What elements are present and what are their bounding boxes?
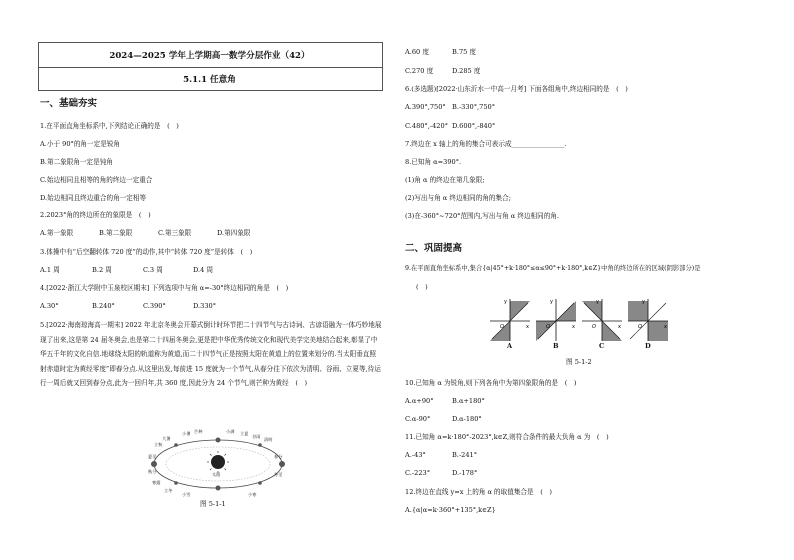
question-12-option-a: A.{α|α=k·360°+135°,k∈Z} — [405, 506, 496, 514]
page-subtitle: 5.1.1 任意角 — [183, 75, 236, 85]
axis-label-origin: O — [638, 324, 642, 330]
question-3-option-a: A.1 周 — [40, 266, 60, 274]
sun-icon — [211, 455, 225, 469]
axis-label-x: x — [526, 324, 529, 330]
axis-label-x: x — [664, 324, 667, 330]
panel-label-a: A — [507, 342, 513, 350]
term-label: 冬至 — [274, 472, 283, 477]
question-8: 8.已知角 α=390°. — [405, 158, 462, 166]
question-3-option-c: C.3 周 — [143, 266, 163, 274]
axis-label-origin: O — [500, 324, 504, 330]
term-label: 立夏 — [240, 431, 249, 436]
question-8-part-2: (2)写出与角 α 终边相同的角的集合; — [405, 194, 511, 202]
question-10-option-d: D.α-180° — [452, 415, 482, 423]
question-3-option-b: B.2 周 — [92, 266, 112, 274]
term-label: 立秋 — [154, 442, 163, 447]
term-label: 小满 — [226, 429, 235, 434]
question-6-option-a: A.390°,750° — [405, 103, 446, 111]
question-9-paren: ( ) — [416, 283, 428, 291]
earth-icon — [258, 481, 262, 485]
question-1: 1.在平面直角坐标系中,下列结论正确的是 ( ) — [40, 122, 179, 130]
question-6-option-b: B.-330°,750° — [452, 103, 496, 111]
earth-icon — [258, 443, 262, 447]
question-2-option-d: D.第四象限 — [217, 229, 251, 237]
question-7: 7.终边在 x 轴上的角的集合可表示成________________. — [405, 140, 567, 148]
question-2-option-a: A.第一象限 — [40, 229, 74, 237]
question-8-part-3: (3)在-360°~720°范围内,写出与角 α 终边相同的角. — [405, 212, 560, 220]
question-3-option-d: D.4 周 — [193, 266, 214, 274]
section-heading-advanced: 二、巩固提高 — [405, 243, 463, 254]
earth-icon — [174, 481, 178, 485]
question-6-option-c: C.480°,-420° — [405, 122, 448, 130]
earth-icon — [151, 461, 157, 467]
question-1-option-a: A.小于 90°的角一定是锐角 — [40, 140, 120, 148]
term-label: 大暑 — [162, 436, 171, 441]
question-5-option-c: C.270 度 — [405, 67, 434, 75]
question-11-option-b: B.-241° — [452, 451, 478, 459]
term-label: 立冬 — [164, 488, 173, 493]
sun-label: 太阳 — [212, 472, 221, 477]
earth-icon — [216, 438, 221, 443]
question-5-option-a: A.60 度 — [405, 48, 429, 56]
panel-label-d: D — [645, 342, 651, 350]
quadrant-panels — [488, 296, 668, 352]
question-11: 11.已知角 α=k·180°-2023°,k∈Z,则符合条件的最大负角 α 为 ( ) — [405, 433, 609, 441]
question-2-option-b: B.第二象限 — [99, 229, 133, 237]
axis-label-x: x — [618, 324, 621, 330]
term-label: 芒种 — [194, 429, 203, 434]
question-1-option-d: D.始边相同且终边重合的角一定相等 — [40, 194, 147, 202]
axis-label-y: y — [550, 299, 553, 305]
question-11-option-d: D.-178° — [452, 469, 478, 477]
term-label: 秋分 — [148, 469, 157, 474]
ecliptic-diagram — [148, 428, 288, 498]
term-label: 春分 — [274, 454, 283, 459]
term-label: 小寒 — [248, 492, 257, 497]
question-5-option-d: D.285 度 — [452, 67, 481, 75]
question-10: 10.已知角 α 为锐角,则下列各角中为第四象限角的是 ( ) — [405, 379, 577, 387]
question-9: 9.在平面直角坐标系中,集合{α|45°+k·180°≤α≤90°+k·180°,k∈Z}中角的终边所在的区域(阴影部分)是 — [405, 265, 701, 272]
question-5-option-b: B.75 度 — [452, 48, 477, 56]
question-10-option-b: B.α+180° — [452, 397, 485, 405]
question-3: 3.体操中有“后空翻转体 720 度”的动作,其中“转体 720 度”是转体 ( ) — [40, 248, 253, 256]
panel-c — [582, 299, 622, 341]
term-label: 寒露 — [152, 480, 161, 485]
axis-label-y: y — [642, 299, 645, 305]
panel-label-c: C — [599, 342, 605, 350]
question-4-option-b: B.240° — [92, 302, 115, 310]
question-6: 6.(多选题)[2022·山东沂水一中高一月考] 下面各组角中,终边相同的是 ( ) — [405, 85, 628, 93]
question-4-option-d: D.330° — [193, 302, 217, 310]
term-label: 小暑 — [182, 431, 191, 436]
question-1-option-b: B.第二象限角一定是钝角 — [40, 158, 113, 166]
question-8-part-1: (1)角 α 的终边在第几象限; — [405, 176, 485, 184]
page-title: 2024—2025 学年上学期高一数学分层作业（42） — [109, 51, 310, 61]
question-11-option-a: A.-43° — [405, 451, 426, 459]
term-label: 清明 — [264, 437, 273, 442]
question-10-option-a: A.α+90° — [405, 397, 434, 405]
axis-label-origin: O — [546, 324, 550, 330]
question-11-option-c: C.-223° — [405, 469, 431, 477]
question-4-option-a: A.30° — [40, 302, 59, 310]
question-2: 2.2023°角的终边所在的象限是 ( ) — [40, 211, 151, 219]
earth-icon — [216, 486, 221, 491]
question-4-option-c: C.390° — [143, 302, 166, 310]
figure-caption-5-1-2: 图 5-1-2 — [566, 358, 592, 366]
question-12: 12.终边在直线 y=x 上的角 α 的取值集合是 ( ) — [405, 488, 552, 496]
question-6-option-d: D.600°,-840° — [452, 122, 496, 130]
term-label: 谷雨 — [252, 434, 261, 439]
term-label: 夏至 — [148, 454, 157, 459]
figure-caption-5-1-1: 图 5-1-1 — [200, 500, 226, 508]
question-5: 5.[2022·海南琼海高一期末] 2022 年北京冬奥会开幕式倒计时环节把二十四节气与古诗词、古谚语融为一体巧妙地展现了出来,这是第 24 届冬奥会,也是第二十四届冬奥会,更是把中华优秀传统文化和现代美学完美地结合起来,彰显了中华五千年的文化自信.地球绕太阳的轨道称为黄道,而二十四节气正是按照太阳在黄道上的位置来划分的.当太阳垂直照射赤道时定为黄经零度”即春分点.从这里出发,每前进 15 度就为一个节气,从春分往下依次为清明、谷雨、立夏等,待运行一周后就又回到春分点,此为一回归年,共 360 度,因此分为 24 个节气,则芒种为黄经 ( ) — [40, 321, 382, 388]
earth-icon — [279, 461, 285, 467]
question-10-option-c: C.α-90° — [405, 415, 431, 423]
axis-label-y: y — [504, 299, 507, 305]
panel-a — [490, 299, 530, 341]
panel-d — [628, 299, 668, 341]
section-heading-basic: 一、基础夯实 — [40, 98, 98, 109]
axis-label-x: x — [572, 324, 575, 330]
question-2-option-c: C.第三象限 — [158, 229, 192, 237]
axis-label-y: y — [596, 299, 599, 305]
earth-icon — [174, 443, 178, 447]
question-4: 4.[2022·浙江大学附中玉泉校区期末] 下列选项中与角 α=-30°终边相同的角是 ( ) — [40, 284, 289, 292]
question-1-option-c: C.始边相同且相等的角的终边一定重合 — [40, 176, 153, 184]
axis-label-origin: O — [592, 324, 596, 330]
panel-label-b: B — [553, 342, 559, 350]
panel-b — [536, 299, 576, 341]
term-label: 小雪 — [182, 492, 191, 497]
